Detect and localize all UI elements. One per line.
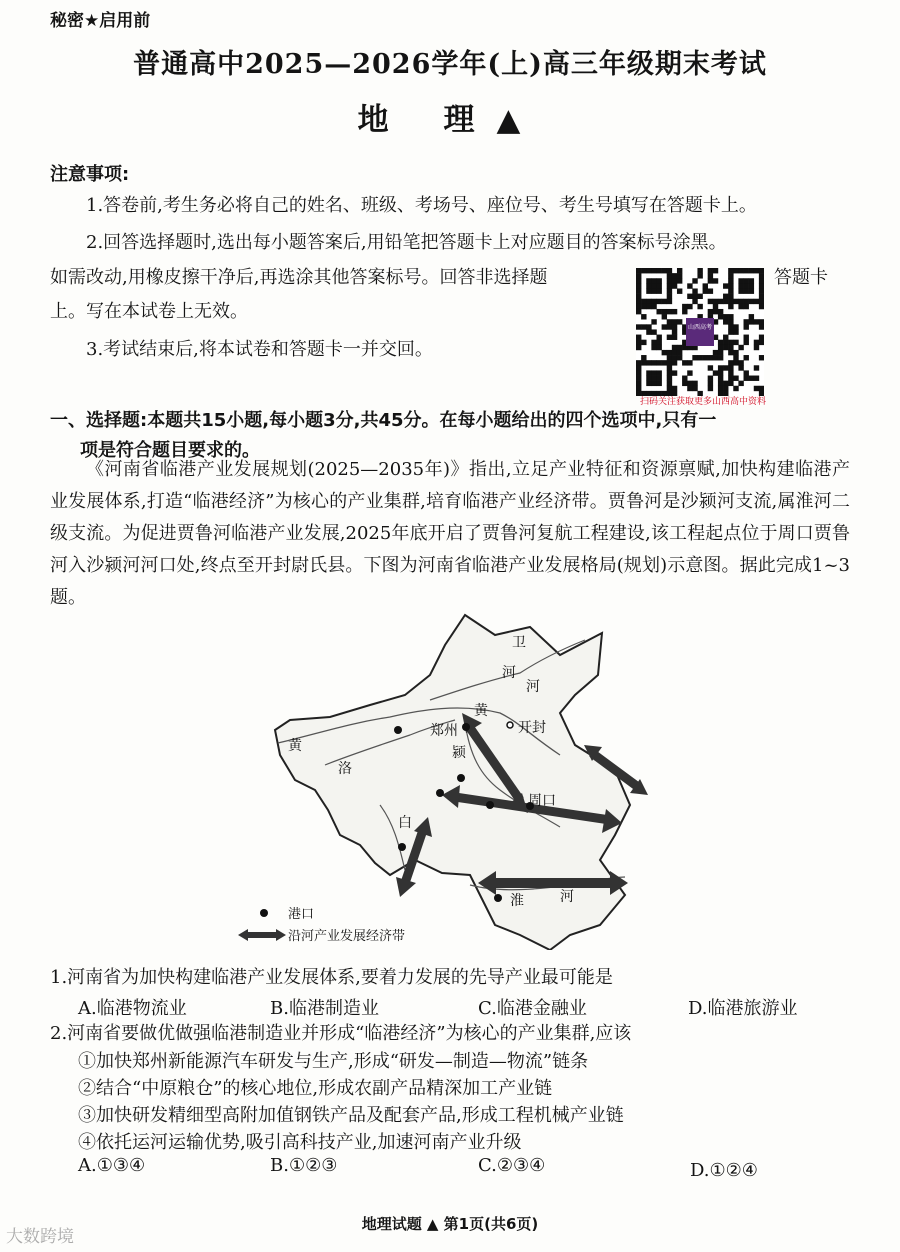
legend-port-label: 港口 <box>288 907 315 922</box>
q1-option-a[interactable]: A.临港物流业 <box>78 998 187 1019</box>
watermark: 大数跨境 <box>6 1227 74 1247</box>
q2-option-c[interactable]: C.②③④ <box>478 1155 546 1176</box>
port-dot <box>394 726 402 734</box>
q2-option-a[interactable]: A.①③④ <box>78 1155 146 1176</box>
map-label-zhoukou: 周口 <box>528 793 556 809</box>
q2-option-d[interactable]: D.①②④ <box>690 1160 758 1181</box>
notice-item-2: 2.回答选择题时,选出每小题答案后,用铅笔把答题卡上对应题目的答案标号涂黑。 <box>86 232 727 253</box>
port-dot <box>398 843 406 851</box>
passage: 《河南省临港产业发展规划(2025—2035年)》指出,立足产业特征和资源禀赋,加快构建临港产业发展体系,打造“临港经济”为核心的产业集群,培育临港产业经济带。贾鲁河是沙颍河支流,属淮河二级支流。为促进贾鲁河临港产业发展,2025年底开启了贾鲁河复航工程建设,该工程起点位于周口贾鲁河入沙颍河河口处,终点至开封尉氏县。下图为河南省临港产业发展格局(规划)示意图。据此完成1~3题。 <box>50 459 850 608</box>
map-label-he-huai: 河 <box>560 889 574 905</box>
notice-item-1: 1.答卷前,考生务必将自己的姓名、班级、考场号、座位号、考生号填写在答题卡上。 <box>86 195 757 216</box>
map-label-zhengzhou: 郑州 <box>430 723 458 739</box>
province-outline <box>275 615 630 950</box>
q2-statement-1: ①加快郑州新能源汽车研发与生产,形成“研发—制造—物流”链条 <box>78 1051 589 1072</box>
port-dot <box>457 774 465 782</box>
legend-port-icon <box>260 909 268 917</box>
henan-port-map <box>230 605 670 954</box>
qr-center-logo: 山西高考 <box>686 318 714 346</box>
notice-item-2-end: 上。写在本试卷上无效。 <box>50 301 248 322</box>
question-2-stem: 2.河南省要做优做强临港制造业并形成“临港经济”为核心的产业集群,应该 <box>50 1023 632 1044</box>
notice-item-3: 3.考试结束后,将本试卷和答题卡一并交回。 <box>86 339 433 360</box>
kaifeng-dot <box>507 722 513 728</box>
subject-title: 地 理▲ <box>357 102 543 138</box>
port-dot <box>486 801 494 809</box>
qr-code[interactable] <box>636 268 764 396</box>
q1-option-c[interactable]: C.临港金融业 <box>478 998 587 1019</box>
page-footer: 地理试题 ▲ 第1页(共6页) <box>361 1215 539 1233</box>
map-label-he1: 河 <box>502 665 516 681</box>
question-1-stem: 1.河南省为加快构建临港产业发展体系,要着力发展的先导产业最可能是 <box>50 967 613 988</box>
port-dot <box>436 789 444 797</box>
map-label-luo: 洛 <box>338 761 352 777</box>
q1-option-b[interactable]: B.临港制造业 <box>270 998 379 1019</box>
notice-item-2-tail: 答题卡 <box>774 267 828 288</box>
secret-label: 秘密★启用前 <box>50 11 151 31</box>
port-dot <box>494 894 502 902</box>
exam-title: 普通高中2025—2026学年(上)高三年级期末考试 <box>133 49 767 80</box>
map-label-huai: 淮 <box>510 893 524 909</box>
map-label-he2: 河 <box>526 679 540 695</box>
map-label-kaifeng: 开封 <box>518 720 546 736</box>
q2-statement-4: ④依托运河运输优势,吸引高科技产业,加速河南产业升级 <box>78 1132 522 1153</box>
section-line-1: 一、选择题:本题共15小题,每小题3分,共45分。在每小题给出的四个选项中,只有一 <box>50 410 717 431</box>
port-dot <box>462 723 470 731</box>
legend-belt-label: 沿河产业发展经济带 <box>288 929 406 944</box>
legend-belt-icon <box>238 929 286 941</box>
notice-item-2-cont: 如需改动,用橡皮擦干净后,再选涂其他答案标号。回答非选择题 <box>50 267 548 288</box>
map-label-huang2: 黄 <box>474 703 488 719</box>
qr-caption: 扫码关注获取更多山西高中资料 <box>639 397 766 407</box>
notice-heading: 注意事项: <box>50 164 130 185</box>
q2-option-b[interactable]: B.①②③ <box>270 1155 338 1176</box>
q2-statement-2: ②结合“中原粮仓”的核心地位,形成农副产品精深加工产业链 <box>78 1078 553 1099</box>
section-line-2: 项是符合题目要求的。 <box>80 440 260 461</box>
q2-statement-3: ③加快研发精细型高附加值钢铁产品及配套产品,形成工程机械产业链 <box>78 1105 624 1126</box>
map-label-ying: 颍 <box>452 745 466 761</box>
q1-option-d[interactable]: D.临港旅游业 <box>688 998 798 1019</box>
map-label-huang1: 黄 <box>288 738 302 754</box>
map-label-bai: 白 <box>398 815 412 831</box>
map-label-wei: 卫 <box>512 635 526 651</box>
